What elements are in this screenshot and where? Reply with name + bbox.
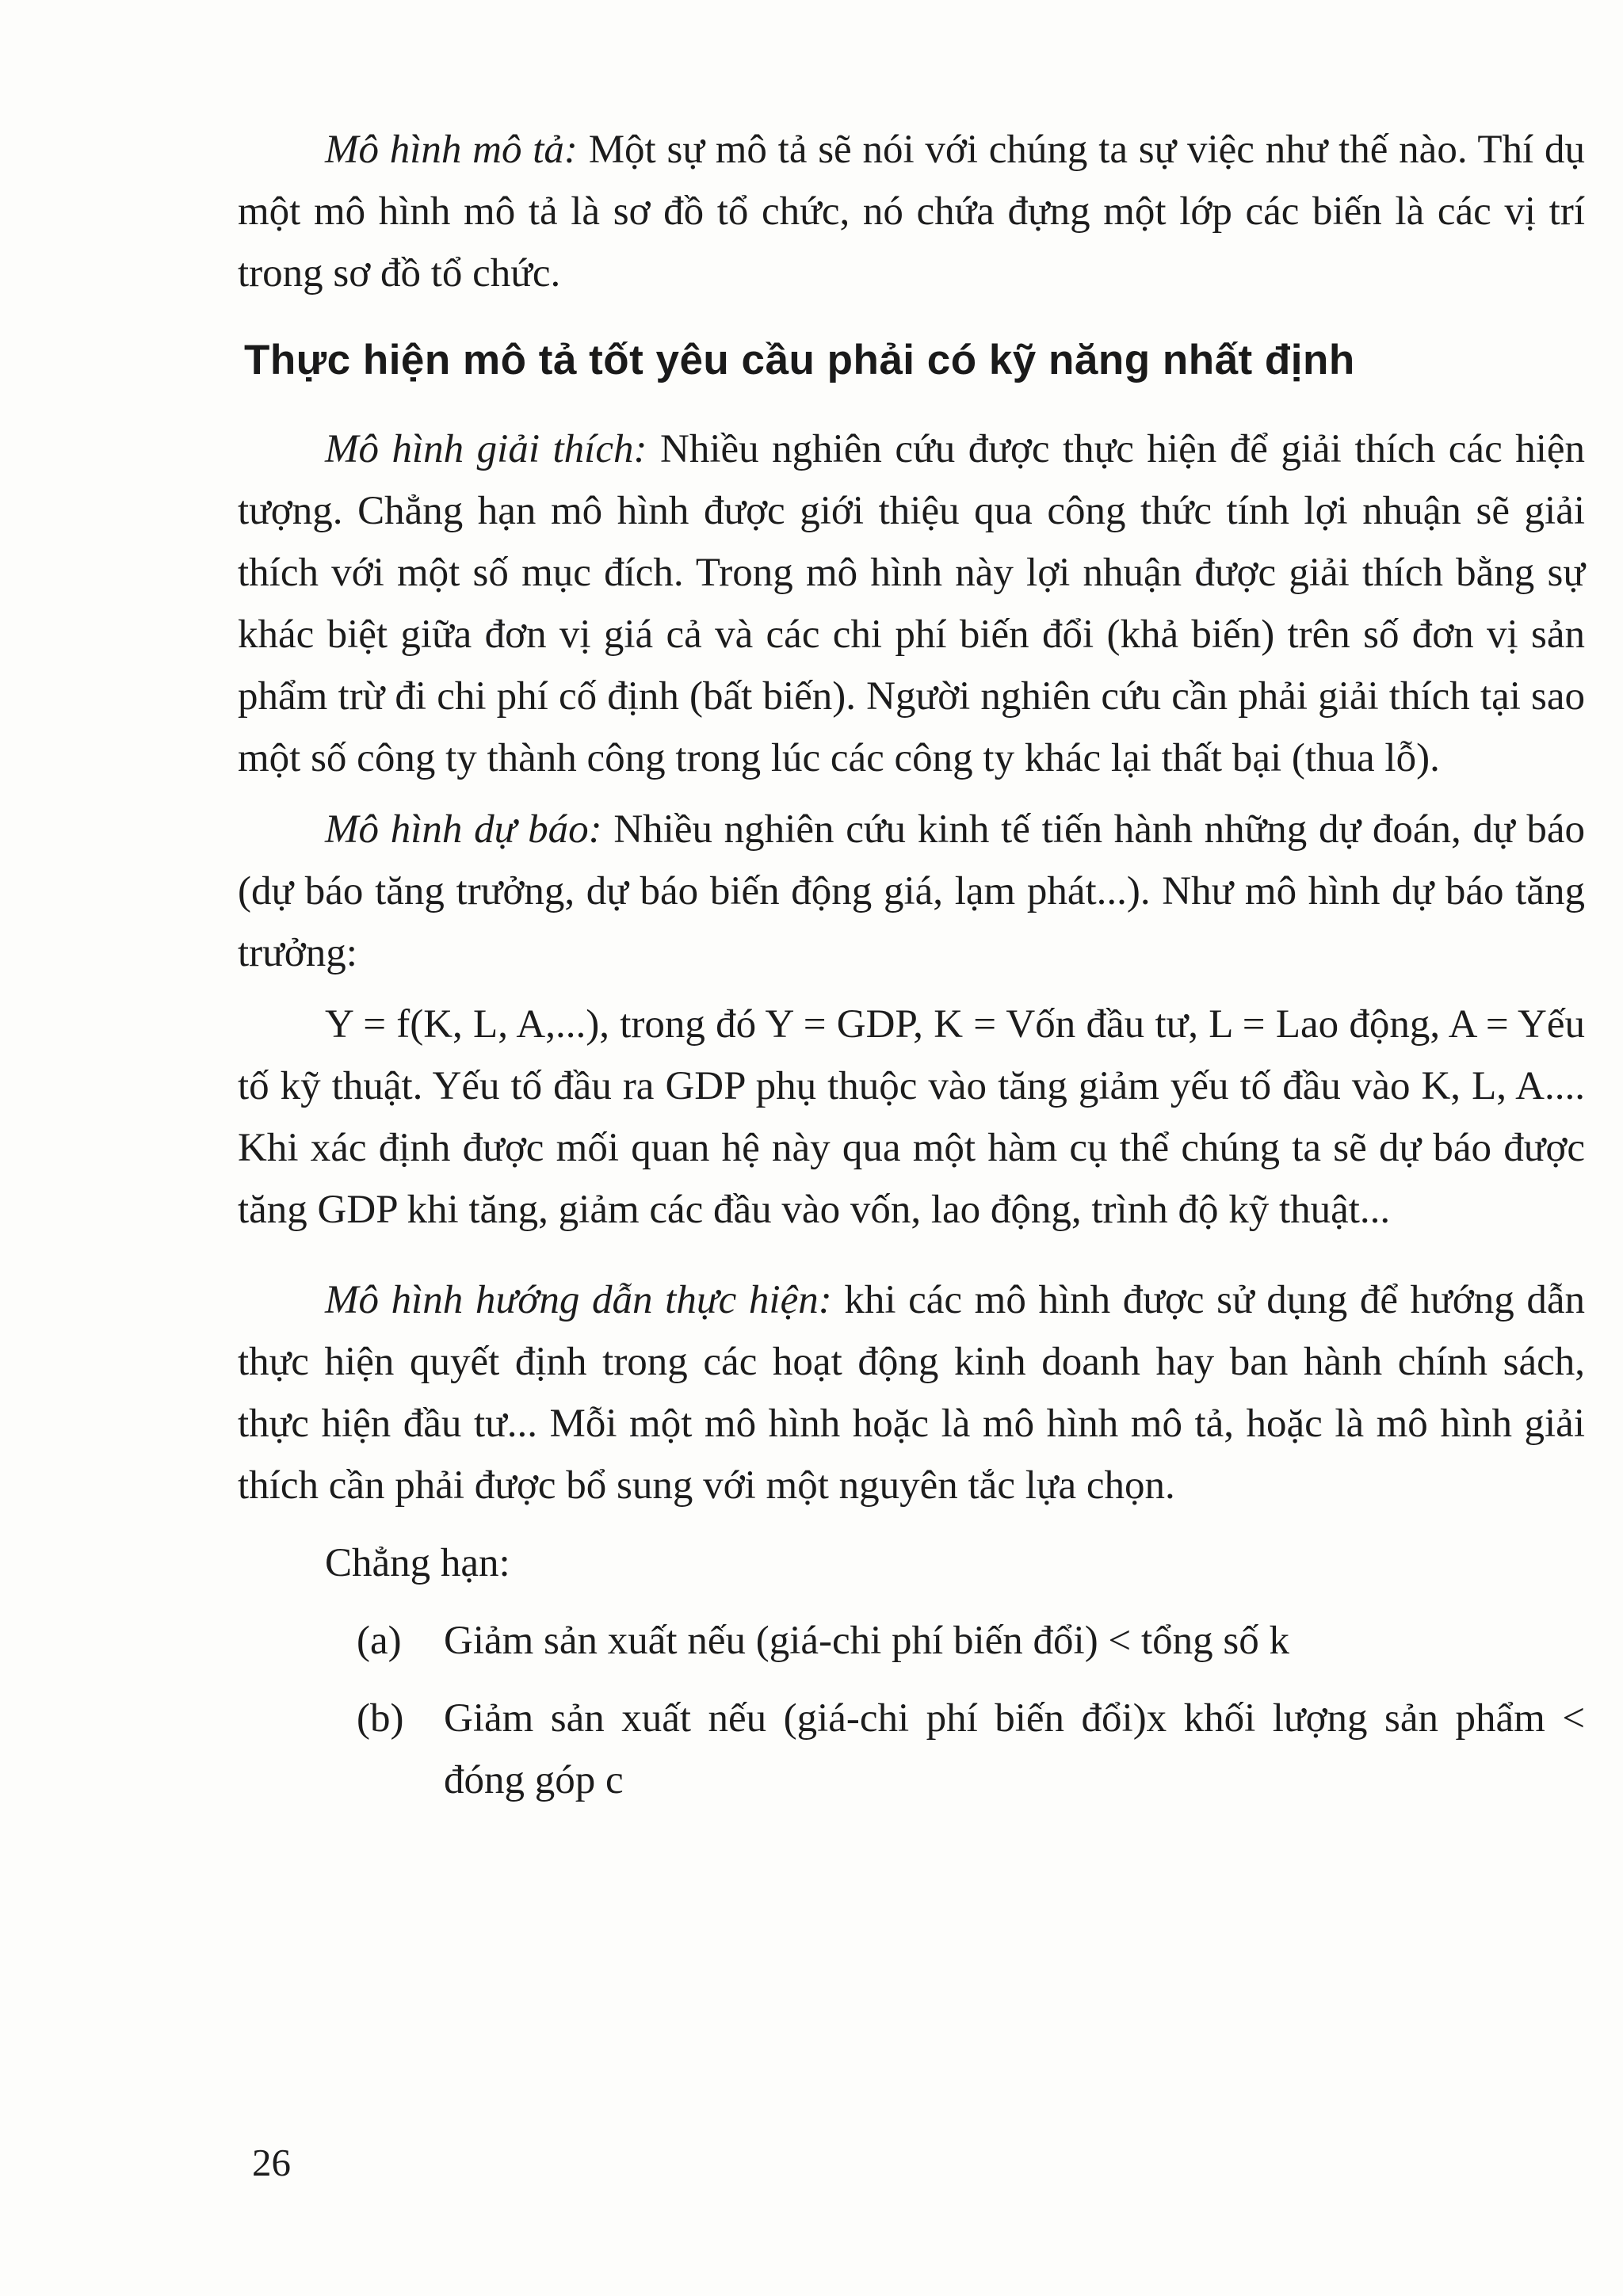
term-explanatory-model: Mô hình giải thích: (325, 427, 647, 471)
paragraph-growth-formula-text: Y = f(K, L, A,...), trong đó Y = GDP, K = Vốn đầu tư, L = Lao động, A = Yếu tố kỹ thuật. Yếu tố đầu ra GDP phụ thuộc vào tăng giảm yếu tố đầu vào K, L, A.... Khi xác định được mối quan hệ này qua một hàm cụ thể chúng ta sẽ dự báo được tăng GDP khi tăng, giảm các đầu vào vốn, lao động, trình độ kỹ thuật... (238, 1002, 1585, 1232)
page-content (238, 119, 1585, 1827)
paragraph-guidance-model-text: khi các mô hình được sử dụng để hướng dẫn thực hiện quyết định trong các hoạt động kinh doanh hay ban hành chính sách, thực hiện đầu tư... Mỗi một mô hình hoặc là mô hình mô tả, hoặc là mô hình giải thích cần phải được bổ sung với một nguyên tắc lựa chọn. (238, 1278, 1585, 1508)
term-guidance-model: Mô hình hướng dẫn thực hiện: (325, 1278, 832, 1322)
term-descriptive-model: Mô hình mô tả: (325, 128, 578, 172)
paragraph-for-example-text: Chẳng hạn: (325, 1541, 510, 1585)
section-heading: Thực hiện mô tả tốt yêu cầu phải có kỹ năng nhất định (244, 337, 1355, 383)
list-item-marker: (b) (357, 1696, 404, 1741)
list-item (357, 1610, 1585, 1672)
paragraph-descriptive-model (238, 119, 1585, 304)
paragraph-explanatory-model (238, 418, 1585, 789)
paragraph-growth-formula (238, 994, 1585, 1241)
paragraph-forecast-model-text: Nhiều nghiên cứu kinh tế tiến hành những dự đoán, dự báo (dự báo tăng trưởng, dự báo biến động giá, lạm phát...). Như mô hình dự báo tăng trưởng: (238, 807, 1585, 975)
list-item-text: Giảm sản xuất nếu (giá-chi phí biến đổi)x khối lượng sản phẩm < đóng góp c (444, 1696, 1585, 1802)
page-number: 26 (252, 2141, 291, 2184)
list-item-text: Giảm sản xuất nếu (giá-chi phí biến đổi) < tổng số k (444, 1619, 1289, 1663)
list-item (357, 1688, 1585, 1811)
rule-list (357, 1610, 1585, 1811)
paragraph-guidance-model (238, 1269, 1585, 1516)
paragraph-for-example (238, 1532, 1585, 1594)
term-forecast-model: Mô hình dự báo: (325, 807, 602, 852)
list-item-marker: (a) (357, 1619, 402, 1663)
paragraph-explanatory-model-text: Nhiều nghiên cứu được thực hiện để giải thích các hiện tượng. Chẳng hạn mô hình được giới thiệu qua công thức tính lợi nhuận sẽ giải thích với một số mục đích. Trong mô hình này lợi nhuận được giải thích bằng sự khác biệt giữa đơn vị giá cả và các chi phí biến đổi (khả biến) trên số đơn vị sản phẩm trừ đi chi phí cố định (bất biến). Người nghiên cứu cần phải giải thích tại sao một số công ty thành công trong lúc các công ty khác lại thất bại (thua lỗ). (238, 427, 1586, 780)
paragraph-forecast-model (238, 799, 1585, 984)
paragraph-descriptive-model-text: Một sự mô tả sẽ nói với chúng ta sự việc như thế nào. Thí dụ một mô hình mô tả là sơ đồ tổ chức, nó chứa đựng một lớp các biến là các vị trí trong sơ đồ tổ chức. (238, 128, 1585, 296)
